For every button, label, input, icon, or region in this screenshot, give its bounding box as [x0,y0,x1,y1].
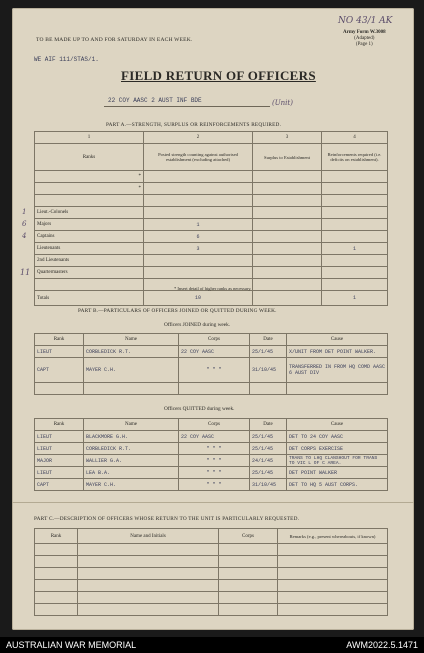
part-a-heading: PART A.—STRENGTH, SURPLUS OR REINFORCEMENTS REQUIRED. [106,122,282,128]
table-row [35,467,388,479]
quitted-date: 25/1/45 [250,467,287,479]
posted-value [144,267,253,279]
table-row [35,346,388,358]
quitted-rank: LIEUT [35,443,84,455]
col-name: Name [84,419,179,431]
col-rank: Rank [35,419,84,431]
col-number: 1 [35,132,144,144]
table-row [35,243,388,255]
col-header-ranks: Ranks [35,144,144,171]
form-id-block [343,30,386,48]
quitted-title: Officers QUITTED during week. [164,406,235,412]
joined-cause: X/UNIT FROM DET POINT WALKER. [287,346,388,358]
joined-corps: " " " [179,358,250,383]
reinf-value: 1 [322,243,388,255]
quitted-date: 24/1/45 [250,455,287,467]
field-return-form [12,8,414,630]
reinf-value [322,231,388,243]
quitted-corps: " " " [179,479,250,491]
quitted-name: WALLIER G.A. [84,455,179,467]
posted-value [144,255,253,267]
quitted-corps: " " " [179,467,250,479]
quitted-corps: " " " [179,443,250,455]
rank-label: Quartermasters [35,267,144,279]
table-row: * [35,183,388,195]
page-title: FIELD RETURN OF OFFICERS [121,68,316,83]
col-rank: Rank [35,334,84,346]
col-remarks: Remarks (e.g., present whereabouts, if known) [278,529,388,544]
margin-mark: 4 [22,232,27,240]
col-corps: Corps [179,334,250,346]
table-row [35,604,388,616]
joined-date: 25/1/45 [250,346,287,358]
joined-name: MAYER C.H. [84,358,179,383]
quitted-cause: DET TO HQ 5 AUST CORPS. [287,479,388,491]
col-corps: Corps [179,419,250,431]
form-page: (Page 1) [355,42,373,47]
table-row [35,580,388,592]
totals-label: Totals [35,291,144,306]
table-row [35,219,388,231]
table-row: * [35,171,388,183]
archive-footer [0,637,424,653]
quitted-cause: TRANS TO LHQ CLANSHOUT FOR TRANS TO VIC L OF C AREA. [287,455,388,467]
margin-mark: 6 [22,220,27,228]
unit-value: 22 COY AASC 2 AUST INF BDE [108,97,202,104]
table-row [35,207,388,219]
table-row [35,255,388,267]
footer-accession: AWM2022.5.1471 [346,640,418,650]
col-name: Name [84,334,179,346]
table-row [35,267,388,279]
quitted-date: 25/1/45 [250,443,287,455]
col-date: Date [250,419,287,431]
joined-cause: TRANSFERRED IN FROM HQ COMD AASC 6 AUST DIV [287,358,388,383]
rank-label: Lieutenants [35,243,144,255]
table-row [35,231,388,243]
fold-line [12,502,414,503]
rank-label: 2nd Lieutenants [35,255,144,267]
part-b-heading: PART B.—PARTICULARS OF OFFICERS JOINED OR QUITTED DURING WEEK. [78,308,277,314]
joined-corps: 22 COY AASC [179,346,250,358]
reinf-value [322,219,388,231]
unit-underline [104,106,270,107]
form-adapted: (Adapted) [354,36,375,41]
table-row [35,443,388,455]
table-row [35,568,388,580]
posted-value: 1 [144,219,253,231]
col-rank: Rank [35,529,78,544]
quitted-corps: " " " [179,455,250,467]
reinf-value [322,207,388,219]
margin-mark: 1 [22,208,27,216]
quitted-rank: CAPT [35,479,84,491]
table-row [35,431,388,443]
table-row [35,358,388,383]
col-number: 3 [253,132,322,144]
col-number: 2 [144,132,253,144]
joined-name: CORBLEDICK R.T. [84,346,179,358]
col-header-reinforcements: Reinforcements required (i.e. deficits on establishment). [322,144,388,171]
quitted-table [34,418,388,491]
table-row [35,544,388,556]
col-header-posted: Posted strength counting against authorised establishment (excluding attached) [144,144,253,171]
joined-table [34,333,388,395]
reinf-value [322,267,388,279]
quitted-cause: DET POINT WALKER [287,467,388,479]
posted-value: 6 [144,231,253,243]
instruction-text: TO BE MADE UP TO AND FOR SATURDAY IN EACH WEEK. [36,37,193,43]
table-row [35,195,388,207]
joined-rank: LIEUT [35,346,84,358]
part-a-table [34,131,388,306]
posted-value [144,207,253,219]
totals-row [35,291,388,306]
unit-label: (Unit) [272,99,293,107]
part-c-table [34,528,388,616]
quitted-rank: LIEUT [35,431,84,443]
totals-reinf: 1 [322,291,388,306]
quitted-name: CORBLEDICK R.T. [84,443,179,455]
quitted-cause: DET TO 24 COY AASC [287,431,388,443]
posted-value: 3 [144,243,253,255]
col-header-surplus: Surplus to Establishment [253,144,322,171]
quitted-name: LEA B.A. [84,467,179,479]
part-c-heading: PART C.—DESCRIPTION OF OFFICERS WHOSE RETURN TO THE UNIT IS PARTICULARLY REQUESTED. [34,516,300,522]
col-name-initials: Name and Initials [78,529,219,544]
rank-label: Majors [35,219,144,231]
reinf-value [322,255,388,267]
rank-label: Lieut.-Colonels [35,207,144,219]
col-cause: Cause [287,334,388,346]
quitted-name: MAYER C.H. [84,479,179,491]
form-name: Army Form W.3008 [343,30,386,35]
col-date: Date [250,334,287,346]
margin-mark: 11 [20,268,31,277]
part-a-note: * Insert detail of higher ranks as necessary. [174,286,252,291]
quitted-cause: DET CORPS EXERCISE [287,443,388,455]
quitted-rank: LIEUT [35,467,84,479]
quitted-date: 25/1/45 [250,431,287,443]
rank-label: Captains [35,231,144,243]
aif-reference: WE AIF 111/STAS/1. [34,56,99,63]
joined-date: 31/10/45 [250,358,287,383]
joined-rank: CAPT [35,358,84,383]
table-row [35,455,388,467]
col-cause: Cause [287,419,388,431]
totals-posted: 10 [144,291,253,306]
joined-title: Officers JOINED during week. [164,322,231,328]
quitted-date: 31/10/45 [250,479,287,491]
table-row [35,592,388,604]
table-row [35,383,388,395]
quitted-corps: 22 COY AASC [179,431,250,443]
handwritten-reference: NO 43/1 AK [338,16,393,26]
table-row [35,479,388,491]
footer-institution: AUSTRALIAN WAR MEMORIAL [6,640,137,650]
quitted-rank: MAJOR [35,455,84,467]
quitted-name: BLACKMORE G.H. [84,431,179,443]
col-number: 4 [322,132,388,144]
table-row [35,556,388,568]
col-corps: Corps [219,529,278,544]
